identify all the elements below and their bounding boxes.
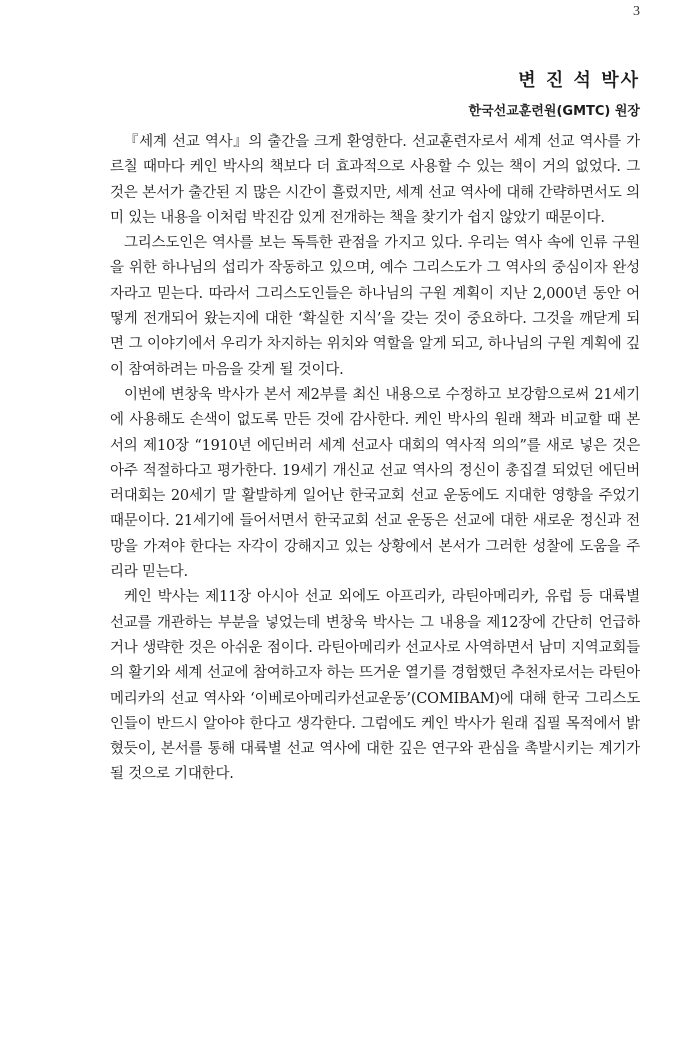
page-number: 3 [633,4,640,19]
recommendation-body [110,130,640,788]
author-block [469,66,640,119]
author-name: 변 진 석 박사 [518,70,640,91]
paragraph-4: 케인 박사는 제11장 아시아 선교 외에도 아프리카, 라틴아메리카, 유럽 등 대륙별 선교를 개관하는 부분을 넣었는데 변창욱 박사는 그 내용을 제12장에 간단히 언급하거나 생략한 것은 아쉬운 점이다. 라틴아메리카 선교사로 사역하면서 남미 지역교회들의 활기와 세계 선교에 참여하고자 하는 뜨거운 열기를 경험했던 추천자로서는 라틴아메리카의 선교 역사와 ‘이베로아메리카선교운동’(COMIBAM)에 대해 한국 그리스도인들이 반드시 알아야 한다고 생각한다. 그럼에도 케인 박사가 원래 집필 목적에서 밝혔듯이, 본서를 통해 대륙별 선교 역사에 대한 깊은 연구와 관심을 촉발시키는 계기가 될 것으로 기대한다. [110,589,640,783]
author-title: 한국선교훈련원(GMTC) 원장 [468,104,640,119]
paragraph-1: 『세계 선교 역사』의 출간을 크게 환영한다. 선교훈련자로서 세계 선교 역사를 가르칠 때마다 케인 박사의 책보다 더 효과적으로 사용할 수 있는 책이 거의 없었다. 그것은 본서가 출간된 지 많은 시간이 흘렀지만, 세계 선교 역사에 대해 간략하면서도 의미 있는 내용을 이처럼 박진감 있게 전개하는 책을 찾기가 쉽지 않았기 때문이다. [110,134,640,226]
paragraph-2: 그리스도인은 역사를 보는 독특한 관점을 가지고 있다. 우리는 역사 속에 인류 구원을 위한 하나님의 섭리가 작동하고 있으며, 예수 그리스도가 그 역사의 중심이자 완성자라고 믿는다. 따라서 그리스도인들은 하나님의 구원 계획이 지난 2,000년 동안 어떻게 전개되어 왔는지에 대한 ‘확실한 지식’을 갖는 것이 중요하다. 그것을 깨닫게 되면 그 이야기에서 우리가 차지하는 위치와 역할을 알게 되고, 하나님의 구원 계획에 깊이 참여하려는 마음을 갖게 될 것이다. [110,235,640,378]
paragraph-3: 이번에 변창욱 박사가 본서 제2부를 최신 내용으로 수정하고 보강함으로써 21세기에 사용해도 손색이 없도록 만든 것에 감사한다. 케인 박사의 원래 책과 비교할 때 본서의 제10장 “1910년 에딘버러 세계 선교사 대회의 역사적 의의”를 새로 넣은 것은 아주 적절하다고 평가한다. 19세기 개신교 선교 역사의 정신이 총집결 되었던 에딘버러대회는 20세기 말 활발하게 일어난 한국교회 선교 운동에도 지대한 영향을 주었기 때문이다. 21세기에 들어서면서 한국교회 선교 운동은 선교에 대한 새로운 정신과 전망을 가져야 한다는 자각이 강해지고 있는 상황에서 본서가 그러한 성찰에 도움을 주리라 믿는다. [110,386,640,581]
